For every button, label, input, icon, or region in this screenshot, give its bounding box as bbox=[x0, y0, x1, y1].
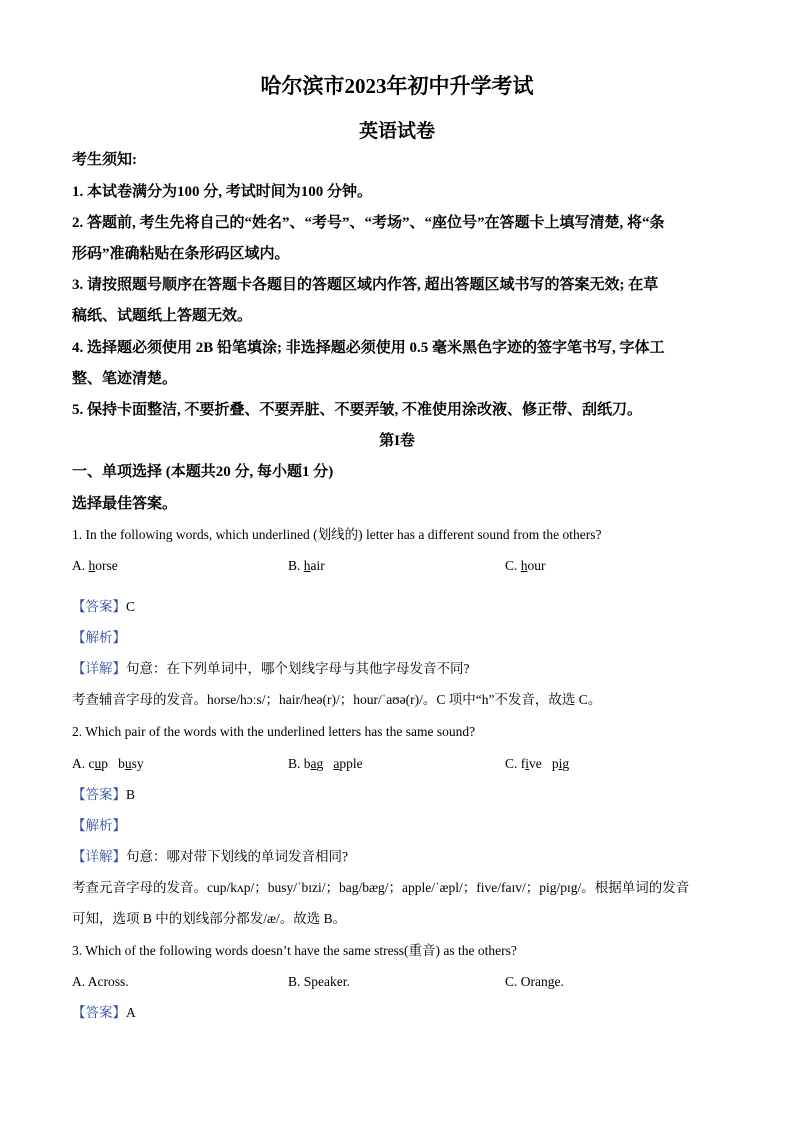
option-b bbox=[288, 556, 325, 576]
underlined-letter: i bbox=[558, 756, 563, 771]
option-prefix: B. bbox=[288, 558, 304, 573]
option-rest: sy bbox=[131, 756, 144, 771]
option-rest: ve p bbox=[529, 756, 559, 771]
underlined-letter: h bbox=[303, 558, 311, 573]
analysis-tag: 【解析】 bbox=[72, 818, 126, 833]
detail-text: 句意：哪对带下划线的单词发音相同? bbox=[126, 849, 348, 864]
detail-tag: 【详解】 bbox=[72, 661, 126, 676]
analysis-line bbox=[72, 628, 732, 648]
option-prefix: A. c bbox=[72, 756, 95, 771]
section-instruction: 选择最佳答案。 bbox=[72, 496, 178, 512]
question-stem: 3. Which of the following words doesn’t have the same stress(重音) as the others? bbox=[72, 943, 517, 958]
underlined-letter: h bbox=[88, 558, 96, 573]
notice-line: 1. 本试卷满分为100 分, 考试时间为100 分钟。 bbox=[72, 184, 373, 200]
option-rest: orse bbox=[95, 558, 118, 573]
option-rest: p b bbox=[101, 756, 125, 771]
detail-line: 可知，选项 B 中的划线部分都发/æ/。故选 B。 bbox=[72, 911, 347, 926]
option-b: B. Speaker. bbox=[288, 974, 350, 989]
notice-line: 2. 答题前, 考生先将自己的“姓名”、“考号”、“考场”、“座位号”在答题卡上填写清楚, 将“条 bbox=[72, 215, 665, 231]
option-prefix: C. f bbox=[505, 756, 526, 771]
notice-heading: 考生须知: bbox=[72, 152, 137, 168]
detail-tag: 【详解】 bbox=[72, 849, 126, 864]
option-a bbox=[72, 754, 144, 774]
underlined-letter: a bbox=[333, 756, 340, 771]
volume-label: 第I卷 bbox=[379, 433, 415, 449]
answer-line bbox=[72, 1003, 732, 1023]
answer-value: A bbox=[126, 1005, 136, 1020]
detail-line: 考查元音字母的发音。cup/kʌp/；busy/ˈbɪzi/；bag/bæg/；apple/ˈæpl/；five/faɪv/；pig/pɪg/。根据单词的发音 bbox=[72, 880, 690, 895]
answer-tag: 【答案】 bbox=[72, 787, 126, 802]
answer-line bbox=[72, 597, 732, 617]
exam-title: 哈尔滨市2023年初中升学考试 bbox=[260, 74, 534, 98]
notice-line: 4. 选择题必须使用 2B 铅笔填涂; 非选择题必须使用 0.5 毫米黑色字迹的签字笔书写, 字体工 bbox=[72, 340, 665, 356]
detail-text: 句意：在下列单词中，哪个划线字母与其他字母发音不同? bbox=[126, 661, 470, 676]
option-prefix: A. bbox=[72, 558, 89, 573]
option-prefix: B. b bbox=[288, 756, 311, 771]
detail-line: 考查辅音字母的发音。horse/hɔːs/；hair/heə(r)/；hour/ˈaʊə(r)/。C 项中“h”不发音，故选 C。 bbox=[72, 692, 602, 707]
section-title: 一、单项选择 (本题共20 分, 每小题1 分) bbox=[72, 464, 334, 480]
notice-line: 形码”准确粘贴在条形码区域内。 bbox=[72, 246, 290, 262]
option-rest: our bbox=[527, 558, 546, 573]
option-prefix: C. bbox=[505, 558, 521, 573]
answer-tag: 【答案】 bbox=[72, 599, 126, 614]
question-stem: 2. Which pair of the words with the underlined letters has the same sound? bbox=[72, 724, 476, 739]
answer-tag: 【答案】 bbox=[72, 1005, 126, 1020]
answer-value: B bbox=[126, 787, 136, 802]
question-stem: 1. In the following words, which underlined (划线的) letter has a different sound from the others? bbox=[72, 527, 602, 542]
answer-value: C bbox=[126, 599, 136, 614]
notice-line: 稿纸、试题纸上答题无效。 bbox=[72, 308, 253, 324]
detail-line bbox=[72, 659, 732, 679]
underlined-letter: u bbox=[94, 756, 102, 771]
underlined-letter: i bbox=[525, 756, 530, 771]
underlined-letter: u bbox=[124, 756, 132, 771]
exam-subtitle: 英语试卷 bbox=[358, 121, 435, 142]
option-c bbox=[505, 556, 546, 576]
option-a bbox=[72, 556, 118, 576]
option-rest: g bbox=[316, 756, 334, 771]
underlined-letter: a bbox=[310, 756, 317, 771]
detail-line bbox=[72, 847, 732, 867]
option-c: C. Orange. bbox=[505, 974, 564, 989]
option-rest: g bbox=[562, 756, 570, 771]
option-rest: pple bbox=[339, 756, 363, 771]
notice-line: 3. 请按照题号顺序在答题卡各题目的答题区域内作答, 超出答题区域书写的答案无效; 在草 bbox=[72, 277, 659, 293]
analysis-tag: 【解析】 bbox=[72, 630, 126, 645]
analysis-line bbox=[72, 816, 732, 836]
underlined-letter: h bbox=[520, 558, 528, 573]
notice-line: 5. 保持卡面整洁, 不要折叠、不要弄脏、不要弄皱, 不准使用涂改液、修正带、刮纸刀。 bbox=[72, 402, 643, 418]
option-c bbox=[505, 754, 569, 774]
notice-line: 整、笔迹清楚。 bbox=[72, 371, 178, 387]
answer-line bbox=[72, 785, 732, 805]
option-a: A. Across. bbox=[72, 974, 129, 989]
option-b bbox=[288, 754, 363, 774]
option-rest: air bbox=[310, 558, 325, 573]
